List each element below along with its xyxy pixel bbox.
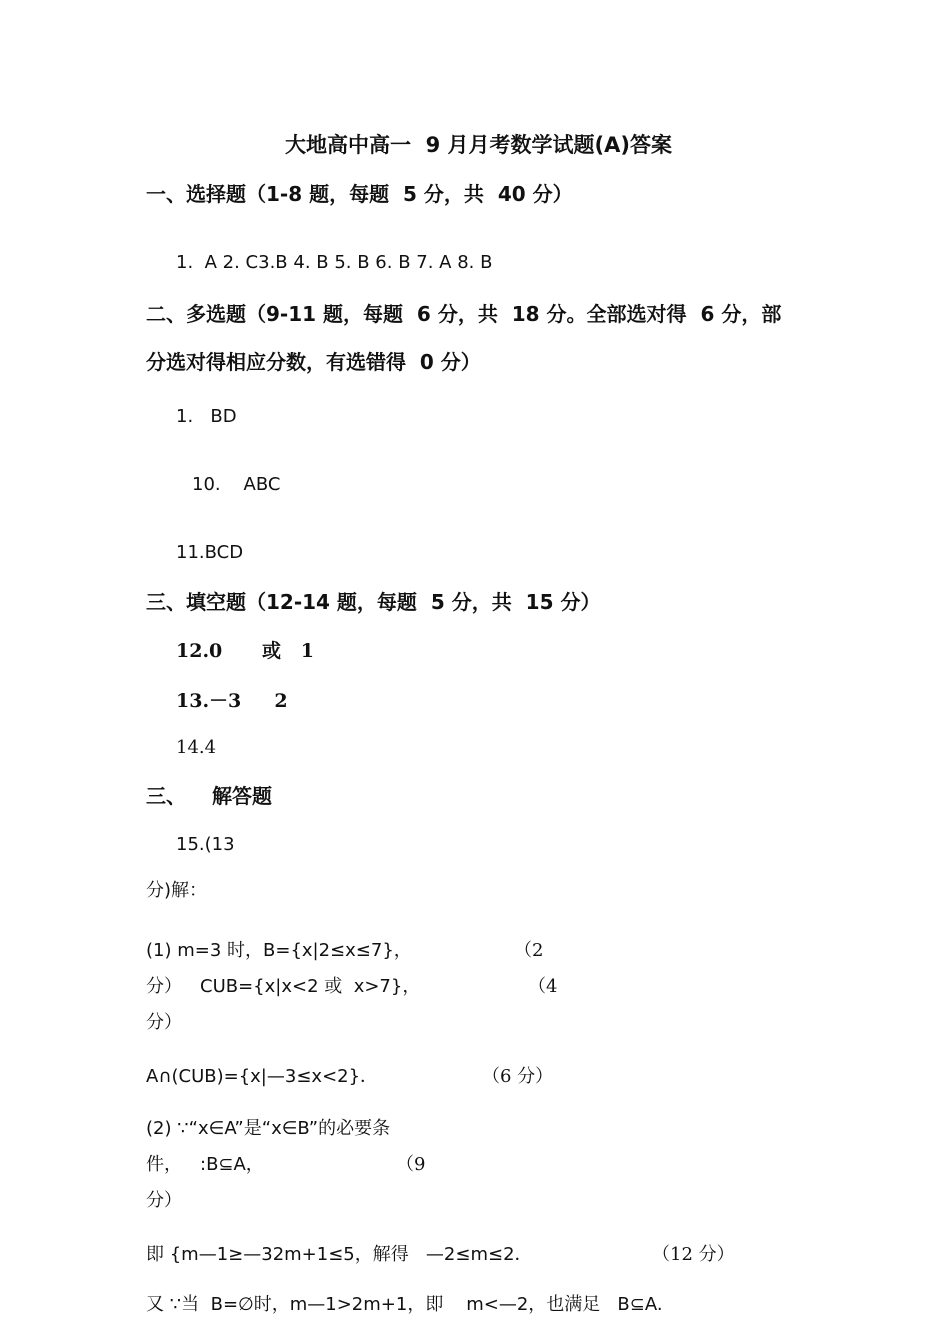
part2-line2: :B⊆A， — [200, 1154, 264, 1175]
part1-score-2: （2 — [514, 940, 544, 961]
section4-heading: 解答题 — [212, 784, 272, 808]
section2-heading-line1: 二、多选题（9-11 题，每题 6 分，共 18 分。全部选对得 6 分，部 — [146, 302, 782, 326]
part1-line2: CUB={x|x<2 或 x>7}， — [200, 976, 421, 997]
part4-line1: 又 ∵当 B=∅时，m—1>2m+1，即 m<—2，也满足 B⊆A. — [146, 1294, 663, 1315]
part3-score-12: （12 分） — [652, 1244, 735, 1265]
section1-answers: 1. A 2. C3.B 4. B 5. B 6. B 7. A 8. B — [176, 252, 493, 273]
part1-score-4-end: 分） — [146, 1012, 182, 1033]
q15-score: 分)解： — [146, 880, 208, 901]
section3-answer-12: 12.0 或 1 — [176, 640, 315, 662]
part1-score-6: （6 分） — [482, 1066, 554, 1087]
part1-score-2-end: 分） — [146, 976, 182, 997]
page-title: 大地高中高一 9 月月考数学试题(A)答案 — [285, 133, 672, 157]
section3-answer-13: 13.－3 2 — [176, 690, 288, 712]
q15-label: 15.(13 — [176, 834, 235, 855]
part1-score-4: （4 — [528, 976, 558, 997]
section2-answer-11: 11.BCD — [176, 542, 244, 563]
section1-heading: 一、选择题（1-8 题，每题 5 分，共 40 分） — [146, 182, 573, 206]
section3-heading: 三、填空题（12-14 题，每题 5 分，共 15 分） — [146, 590, 601, 614]
part2-line1: (2) ∵“x∈A”是“x∈B”的必要条 — [146, 1118, 391, 1139]
section2-answer-9: 1. BD — [176, 406, 237, 427]
section4-heading-num: 三、 — [146, 784, 186, 808]
part2-line2-start: 件， — [146, 1154, 182, 1175]
section2-heading-line2: 分选对得相应分数，有选错得 0 分） — [146, 350, 481, 374]
section2-answer-10: 10. ABC — [192, 474, 281, 495]
part1-line1: (1) m=3 时，B={x|2≤x≤7}， — [146, 940, 412, 961]
part2-score-9: （9 — [396, 1154, 426, 1175]
part1-line3: A∩(CUB)={x|—3≤x<2}． — [146, 1066, 379, 1087]
section3-answer-14: 14.4 — [176, 737, 217, 758]
part2-score-9-end: 分） — [146, 1190, 182, 1211]
part3-line1: 即 {m—1≥—32m+1≤5，解得 —2≤m≤2． — [146, 1244, 533, 1265]
